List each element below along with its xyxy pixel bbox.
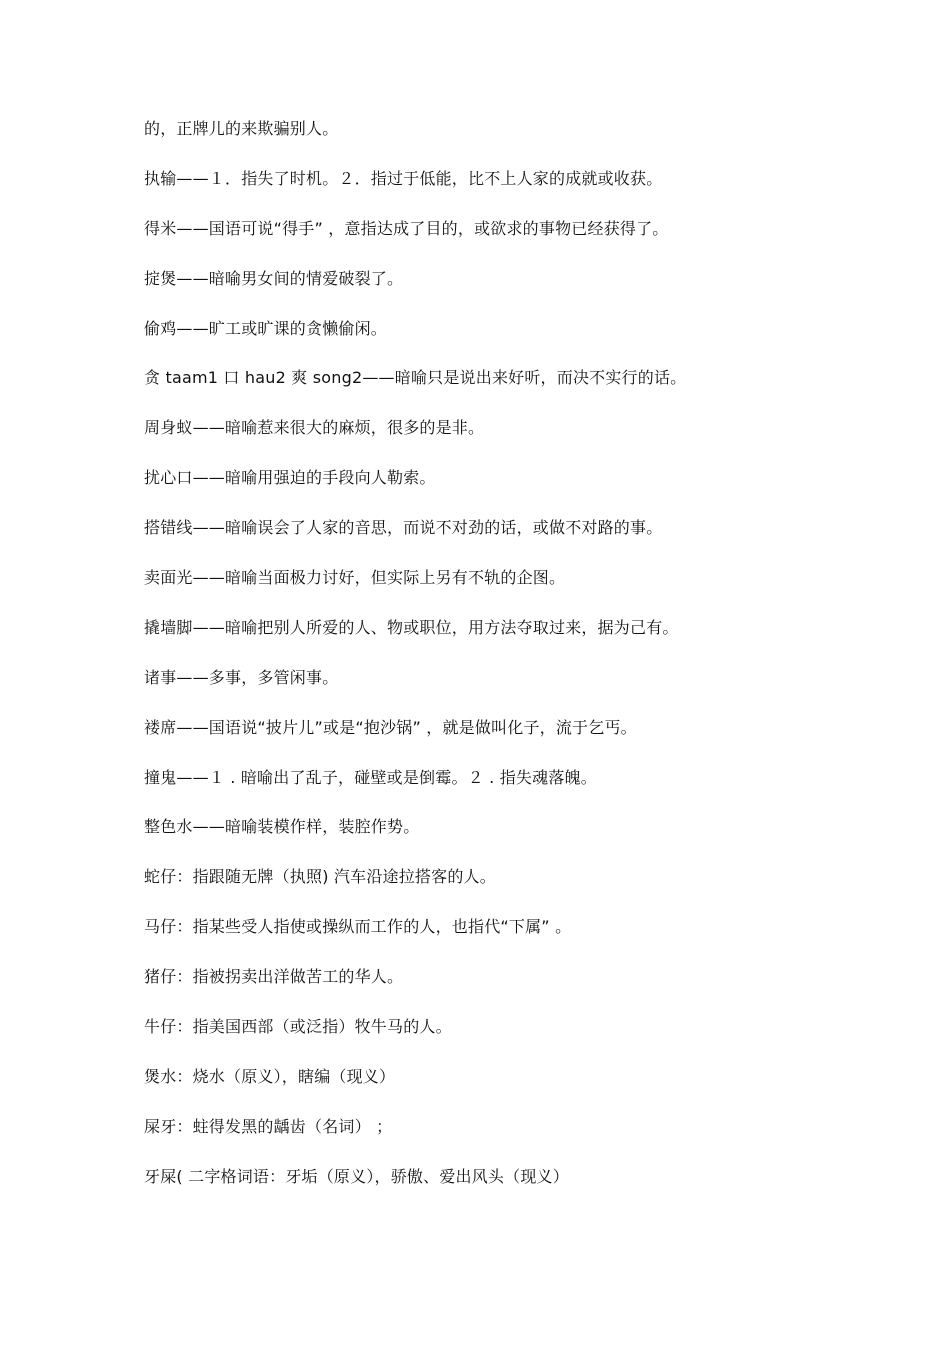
text-line: 掟煲——暗喻男女间的情爱破裂了。 [144, 268, 404, 288]
text-line: 执输——１．指失了时机。２．指过于低能，比不上人家的成就或收获。 [144, 168, 663, 188]
text-line: 周身蚁——暗喻惹来很大的麻烦，很多的是非。 [144, 418, 485, 438]
text-line: 诸事——多事，多管闲事。 [144, 667, 339, 687]
text-line: 得米——国语可说“得手” ，意指达成了目的，或欲求的事物已经获得了。 [144, 218, 669, 238]
text-line: 偷鸡——旷工或旷课的贪懒偷闲。 [144, 318, 388, 338]
text-line: 蛇仔：指跟随无牌（执照) 汽车沿途拉搭客的人。 [144, 867, 496, 887]
text-line: 屎牙：蛀得发黑的龋齿（名词） ； [144, 1116, 393, 1136]
text-line: 牛仔：指美国西部（或泛指）牧牛马的人。 [144, 1017, 452, 1037]
text-line: 的，正牌儿的来欺骗别人。 [144, 119, 339, 138]
text-line: 马仔：指某些受人指使或操纵而工作的人，也指代“下属” 。 [144, 917, 572, 937]
text-line: 猪仔：指被拐卖出洋做苦工的华人。 [144, 967, 404, 987]
text-line: 贪 taam1 口 hau2 爽 song2——暗喻只是说出来好听，而决不实行的话。 [144, 368, 687, 388]
text-line: 卖面光——暗喻当面极力讨好，但实际上另有不轨的企图。 [144, 568, 566, 588]
text-line: 扰心口——暗喻用强迫的手段向人勒索。 [144, 468, 436, 488]
text-line: 撬墙脚——暗喻把别人所爱的人、物或职位，用方法夺取过来，据为己有。 [144, 617, 679, 637]
text-line: 牙屎( 二字格词语：牙垢（原义），骄傲、爱出风头（现义） [144, 1166, 569, 1186]
text-line: 整色水——暗喻装模作样，装腔作势。 [144, 817, 420, 837]
glossary-list [144, 116, 924, 1214]
text-line: 褛席——国语说“披片儿”或是“抱沙锅” ，就是做叫化子，流于乞丐。 [144, 717, 637, 737]
text-line: 撞鬼——１ . 暗喻出了乱子，碰壁或是倒霉。２ . 指失魂落魄。 [144, 767, 597, 787]
text-line: 煲水：烧水（原义），瞎编（现义） [144, 1066, 396, 1086]
text-line: 搭错线——暗喻误会了人家的音思，而说不对劲的话，或做不对路的事。 [144, 518, 663, 538]
